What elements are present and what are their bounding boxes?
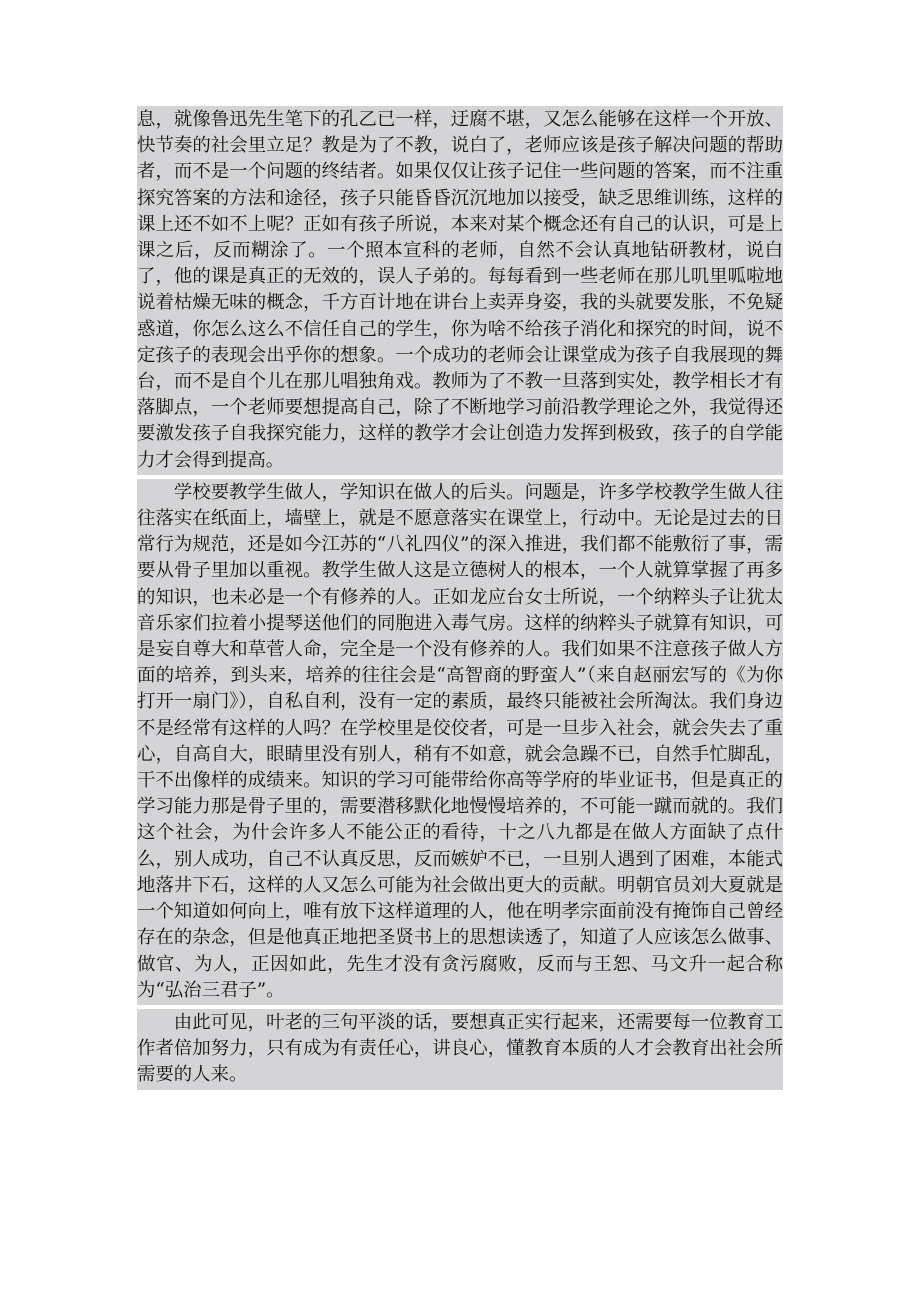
paragraph-teaching-character: 学校要教学生做人，学知识在做人的后头。问题是，许多学校教学生做人往往落实在纸面上，墙壁上，就是不愿意落实在课堂上，行动中。无论是过去的日常行为规范，还是如今江苏的“八礼四仪”的深入推进，我们都不能敷衍了事，需要从骨子里加以重视。教学生做人这是立德树人的根本，一个人就算掌握了再多的知识，也未必是一个有修养的人。正如龙应台女士所说，一个纳粹头子让犹太音乐家们拉着小提琴送他们的同胞进入毒气房。这样的纳粹头子就算有知识，可是妄自尊大和草菅人命，完全是一个没有修养的人。我们如果不注意孩子做人方面的培养，到头来，培养的往往会是“高智商的野蛮人”（来自赵丽宏写的《为你打开一扇门》），自私自利，没有一定的素质，最终只能被社会所淘汰。我们身边不是经常有这样的人吗？在学校里是佼佼者，可是一旦步入社会，就会失去了重心，自高自大，眼睛里没有别人，稍有不如意，就会急躁不已，自然手忙脚乱，干不出像样的成绩来。知识的学习可能带给你高等学府的毕业证书，但是真正的学习能力那是骨子里的，需要潜移默化地慢慢培养的，不可能一蹴而就的。我们这个社会，为什会许多人不能公正的看待，十之八九都是在做人方面缺了点什么，别人成功，自己不认真反思，反而嫉妒不已，一旦别人遇到了困难，本能式地落井下石，这样的人又怎么可能为社会做出更大的贡献。明朝官员刘大夏就是一个知道如何向上，唯有放下这样道理的人，他在明孝宗面前没有掩饰自己曾经存在的杂念，但是他真正地把圣贤书上的思想读透了，知道了人应该怎么做事、做官、为人，正因如此，先生才没有贪污腐败，反而与王恕、马文升一起合称为“弘治三君子”。	[137, 479, 783, 1005]
paragraph-conclusion: 由此可见，叶老的三句平淡的话，要想真正实行起来，还需要每一位教育工作者倍加努力，只有成为有责任心，讲良心，懂教育本质的人才会教育出社会所需要的人来。	[137, 1009, 783, 1090]
document-body	[137, 106, 783, 1090]
paragraph-continuation: 息，就像鲁迅先生笔下的孔乙已一样，迂腐不堪，又怎么能够在这样一个开放、快节奏的社会里立足？教是为了不教，说白了，老师应该是孩子解决问题的帮助者，而不是一个问题的终结者。如果仅仅让孩子记住一些问题的答案，而不注重探究答案的方法和途径，孩子只能昏昏沉沉地加以接受，缺乏思维训练，这样的课上还不如不上呢？正如有孩子所说，本来对某个概念还有自己的认识，可是上课之后，反而糊涂了。一个照本宣科的老师，自然不会认真地钻研教材，说白了，他的课是真正的无效的，误人子弟的。每每看到一些老师在那儿叽里呱啦地说着枯燥无味的概念，千方百计地在讲台上卖弄身姿，我的头就要发胀，不免疑惑道，你怎么这么不信任自己的学生，你为啥不给孩子消化和探究的时间，说不定孩子的表现会出乎你的想象。一个成功的老师会让课堂成为孩子自我展现的舞台，而不是自个儿在那儿唱独角戏。教师为了不教一旦落到实处，教学相长才有落脚点，一个老师要想提高自己，除了不断地学习前沿教学理论之外，我觉得还要激发孩子自我探究能力，这样的教学才会让创造力发挥到极致，孩子的自学能力才会得到提高。	[137, 106, 783, 475]
